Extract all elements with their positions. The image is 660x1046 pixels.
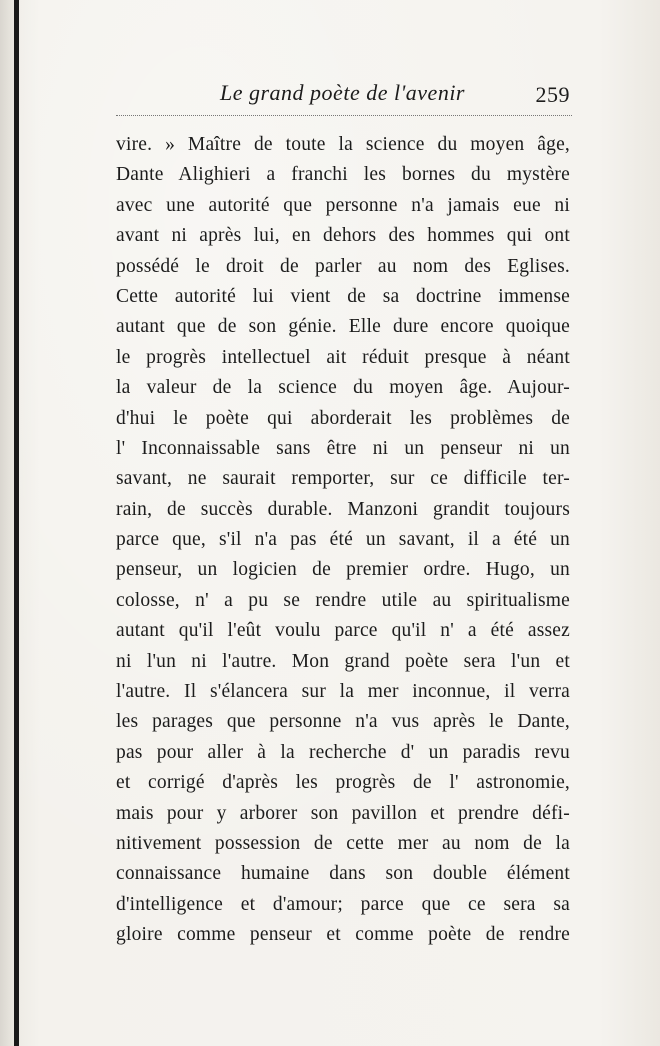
header-dotted-rule [116,115,572,116]
text-line: pas pour aller à la recherche d' un paradis revu [116,741,570,763]
text-line: d'intelligence et d'amour; parce que ce sera sa [116,893,570,915]
text-line: Dante Alighieri a franchi les bornes du mystère [116,164,570,186]
text-line: et corrigé d'après les progrès de l' astronomie, [116,772,570,794]
running-title: Le grand poète de l'avenir [220,80,465,105]
text-line: Cette autorité lui vient de sa doctrine immense [116,285,570,307]
text-line: autant qu'il l'eût voulu parce qu'il n' a été assez [116,620,570,642]
text-line: la valeur de la science du moyen âge. Aujour- [116,377,570,399]
text-line: connaissance humaine dans son double élément [116,863,570,885]
text-line: mais pour y arborer son pavillon et prendre défi- [116,802,570,824]
text-line: le progrès intellectuel ait réduit presque à néant [116,346,570,368]
text-line: l' Inconnaissable sans être ni un penseur ni un [116,437,570,459]
text-line: vire. » Maître de toute la science du moyen âge, [116,134,570,155]
text-line: nitivement possession de cette mer au nom de la [116,832,570,854]
text-line: colosse, n' a pu se rendre utile au spiritualisme [116,589,570,611]
text-line: possédé le droit de parler au nom des Eglises. [116,255,570,277]
text-line: gloire comme penseur et comme poète de rendre [116,924,570,946]
binding-shadow [0,0,14,1046]
text-line: rain, de succès durable. Manzoni grandit toujours [116,498,570,520]
text-line: savant, ne saurait remporter, sur ce difficile ter- [116,468,570,490]
text-line: avec une autorité que personne n'a jamais eue ni [116,194,570,216]
text-line: avant ni après lui, en dehors des hommes qui ont [116,225,570,247]
text-line: d'hui le poète qui aborderait les problèmes de [116,407,570,429]
text-line: penseur, un logicien de premier ordre. Hugo, un [116,559,570,581]
text-line: ni l'un ni l'autre. Mon grand poète sera l'un et [116,650,570,672]
text-line: parce que, s'il n'a pas été un savant, il a été un [116,529,570,551]
running-header [116,80,570,116]
page-binding-edge [14,0,19,1046]
text-line: les parages que personne n'a vus après le Dante, [116,711,570,733]
text-line: autant que de son génie. Elle dure encore quoique [116,316,570,338]
text-line: l'autre. Il s'élancera sur la mer inconnue, il verra [116,681,570,703]
page-number: 259 [535,82,570,107]
body-text [116,130,570,951]
